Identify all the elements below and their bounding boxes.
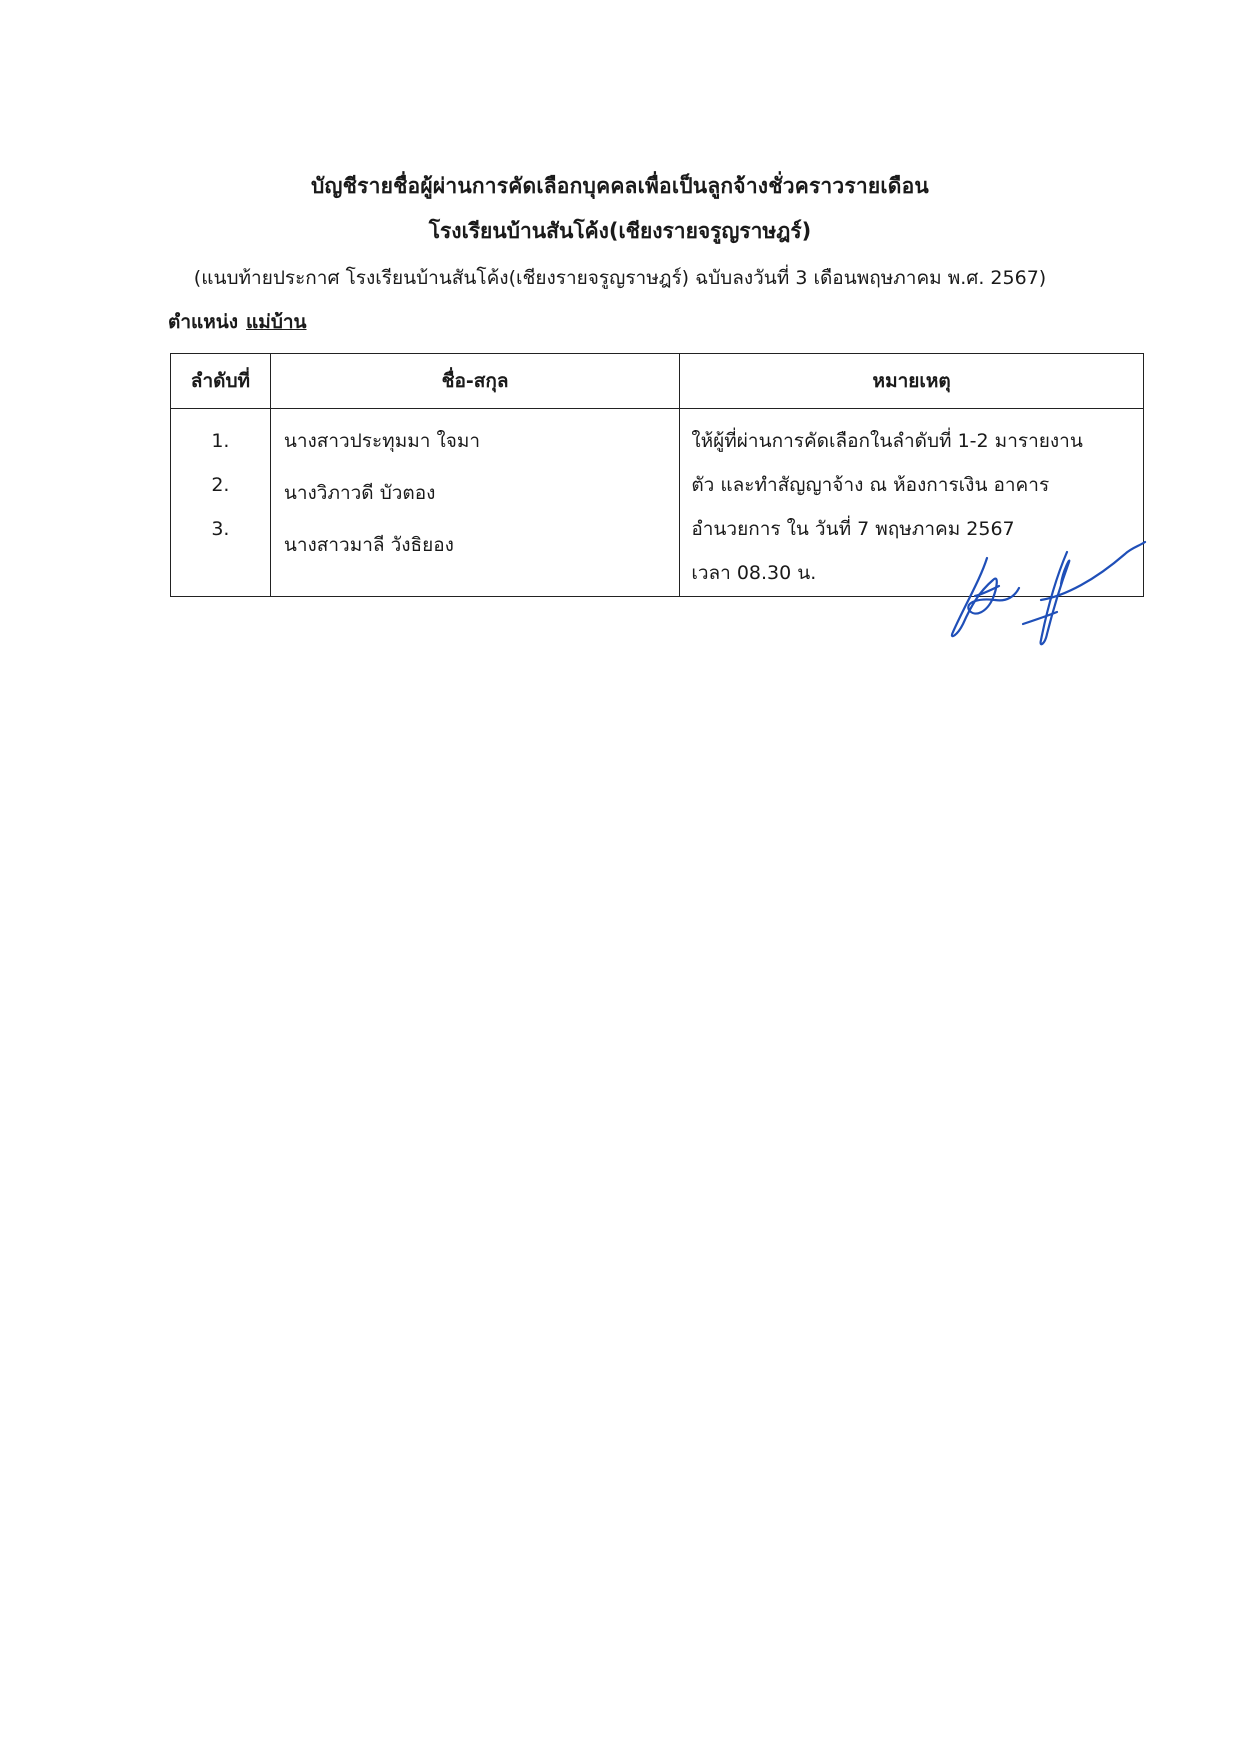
row-number: 2. xyxy=(211,474,230,496)
header-name: ชื่อ-สกุล xyxy=(270,354,679,409)
position-value: แม่บ้าน xyxy=(246,311,307,333)
candidate-name: นางวิภาวดี บัวตอง xyxy=(283,482,436,504)
position-label: ตำแหน่ง xyxy=(168,311,239,333)
signature-mark xyxy=(935,540,1150,655)
note-line: อำนวยการ ใน วันที่ 7 พฤษภาคม 2567 xyxy=(691,518,1015,540)
note-line: เวลา 08.30 น. xyxy=(691,562,817,584)
candidate-name: นางสาวประทุมมา ใจมา xyxy=(283,430,481,452)
header-no: ลำดับที่ xyxy=(171,354,271,409)
school-name: โรงเรียนบ้านสันโค้ง(เชียงรายจรูญราษฎร์) xyxy=(428,219,812,243)
row-number: 3. xyxy=(211,518,230,540)
document-title: บัญชีรายชื่อผู้ผ่านการคัดเลือกบุคคลเพื่อเป็นลูกจ้างชั่วคราวรายเดือน xyxy=(311,174,929,198)
header-note: หมายเหตุ xyxy=(680,354,1144,409)
row-number: 1. xyxy=(211,430,230,452)
announcement-reference: (แนบท้ายประกาศ โรงเรียนบ้านสันโค้ง(เชียงรายจรูญราษฎร์) ฉบับลงวันที่ 3 เดือนพฤษภาคม พ.ศ. 2567) xyxy=(193,267,1047,289)
name-cell xyxy=(270,409,679,597)
no-cell xyxy=(171,409,271,597)
table-header-row xyxy=(171,354,1144,409)
position-line xyxy=(168,307,307,337)
note-line: ตัว และทำสัญญาจ้าง ณ ห้องการเงิน อาคาร xyxy=(691,474,1050,496)
note-line: ให้ผู้ที่ผ่านการคัดเลือกในลำดับที่ 1-2 มารายงาน xyxy=(691,430,1083,452)
candidate-name: นางสาวมาลี วังธิยอง xyxy=(283,534,454,556)
